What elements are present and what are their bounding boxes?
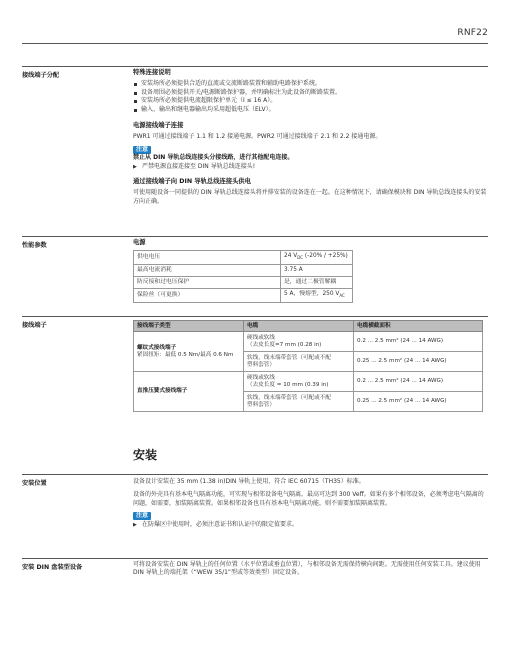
section-rule (22, 474, 488, 475)
table-row (134, 276, 353, 288)
terminal-type-cell (134, 372, 244, 412)
table-row (134, 332, 483, 352)
screw-terminal-title: 螺纹式接线端子 (137, 344, 177, 351)
section-label-din-mount: 安装 DIN 盘装型设备 (22, 564, 83, 571)
section-rule (22, 558, 488, 559)
section-rule (22, 236, 488, 237)
section-label-terminal-assignment: 接线端子分配 (22, 72, 60, 79)
location-content (133, 478, 488, 529)
din-mount-text: 可将设备安装在 DIN 导轨上的任何位置（水平位置或垂直位置），与相邻设备无需保持横向间距。无需使用任何安装工具。建议使用 DIN 导轨上的端托架（“WEW 35/1”型或等效类型）固定设备。 (133, 561, 481, 577)
table-row (134, 264, 353, 276)
spec-value: 5 A，慢熔型，250 $V_{AC}$ (281, 288, 353, 302)
isolation-text: 设备的外壳具有基本电气隔离功能，可实现与相邻设备电气隔离，最高可达到 300 Veff。如果有多个相邻设备，必须考虑电气隔离的问题，如需要，加装隔离装置。如果相邻设备也具有基本电气隔离功能，则不需要加装隔离装置。 (133, 491, 484, 507)
table-header-row (134, 321, 483, 332)
bullet-item: 安装场所必须提供合适的直流或交流断路装置和辅助电路保护系统。 (133, 80, 488, 88)
power-connection-text: PWR1 可通过接线端子 1.1 和 1.2 接通电源。PWR2 可通过接线端子 2.1 和 2.2 接通电源。 (133, 133, 382, 141)
spec-key: 保险丝（可更换） (134, 288, 281, 302)
spec-value: 是，通过二极管解耦 (281, 276, 353, 288)
section-label-location: 安装位置 (22, 480, 47, 487)
installation-title: 安装 (133, 448, 158, 462)
note-action-text: ▶ 严禁电源直接连接至 DIN 导轨总线连接头! (133, 163, 488, 171)
spec-key: 供电电压 (134, 251, 281, 265)
cross-section-cell: 0.2 ... 2.5 mm² (24 ... 14 AWG) (354, 372, 483, 392)
cross-section-cell: 0.2 ... 2.5 mm² (24 ... 14 AWG) (354, 332, 483, 352)
cable-cell: 硬线或软线 （去皮长度=7 mm (0.28 in) (244, 332, 354, 352)
note-badge: 注意 (133, 512, 151, 520)
bullet-item: 设备周围必须提供开关/电源断路保护器，并明确标注为此设备的断路装置。 (133, 89, 488, 97)
spec-key: 防反接和过电压保护 (134, 276, 281, 288)
spec-value: 24 $V_{DC}$ (-20% / +25%) (281, 251, 353, 265)
push-terminal-title: 直推压簧式接线端子 (137, 388, 188, 395)
cross-section-cell: 0.25 ... 2.5 mm² (24 ... 14 AWG) (354, 352, 483, 372)
screw-terminal-torque: 紧固扭矩：最低 0.5 Nm/最高 0.6 Nm (137, 351, 234, 358)
special-connection-title: 特殊连接说明 (133, 69, 171, 76)
spec-value: 3.75 A (281, 264, 353, 276)
cable-cell: 硬线或软线 （去皮长度 = 10 mm (0.39 in) (244, 372, 354, 392)
din-mount-content (133, 561, 488, 578)
section-rule (22, 66, 488, 67)
power-connection-title: 电源接线端子连接 (133, 122, 184, 130)
note-warning-text: 禁止从 DIN 导轨总线连接头分接线路，进行其他配电连接。 (133, 154, 294, 162)
special-connection-list (133, 80, 488, 114)
column-header: 电缆 (244, 321, 354, 332)
table-row (134, 251, 353, 265)
cable-cell: 软线，线末端带套管（可配或不配 塑料套管） (244, 392, 354, 412)
note-badge: 注意 (133, 146, 151, 154)
document-code: RNF22 (457, 28, 488, 38)
spec-key: 最高电流消耗 (134, 264, 281, 276)
section-label-terminals: 接线端子 (22, 322, 47, 329)
section-rule (22, 316, 488, 317)
din-supply-title: 通过接线端子向 DIN 导轨总线连接头供电 (133, 178, 251, 186)
cross-section-cell: 0.25 ... 2.5 mm² (24 ... 14 AWG) (354, 392, 483, 412)
column-header: 接线端子类型 (134, 321, 244, 332)
note-action-text: ▶ 在防爆区中使用时，必须注意证书和认证中的限定值要求。 (133, 521, 488, 529)
table-row (134, 288, 353, 302)
bullet-item: 输入、输出和继电器输出均采用超低电压（ELV）。 (133, 106, 488, 114)
terminal-assignment-content (133, 69, 488, 206)
bullet-item: 安装场所必须提供电流超限保护单元（I ≤ 16 A）。 (133, 97, 488, 105)
location-text: 设备设计安装在 35 mm (1.38 in)DIN 导轨上使用，符合 IEC 60715（TH35）标准。 (133, 478, 365, 485)
table-row (134, 372, 483, 392)
power-heading: 电源 (133, 239, 146, 246)
header-rule (22, 43, 488, 44)
section-label-performance: 性能参数 (22, 242, 47, 249)
terminals-content (133, 320, 488, 412)
cable-cell: 软线，线末端带套管（可配或不配 塑料套管） (244, 352, 354, 372)
terminal-type-cell (134, 332, 244, 372)
performance-content (133, 239, 488, 303)
power-spec-table (133, 250, 353, 302)
din-supply-text: 可使用随设备一同提供的 DIN 导轨总线连接头将并排安装的设备连在一起。在这种情况下，请确保模块和 DIN 导轨总线连接头的安装方向正确。 (133, 189, 487, 205)
terminal-table (133, 320, 483, 412)
column-header: 电缆横截面积 (354, 321, 483, 332)
